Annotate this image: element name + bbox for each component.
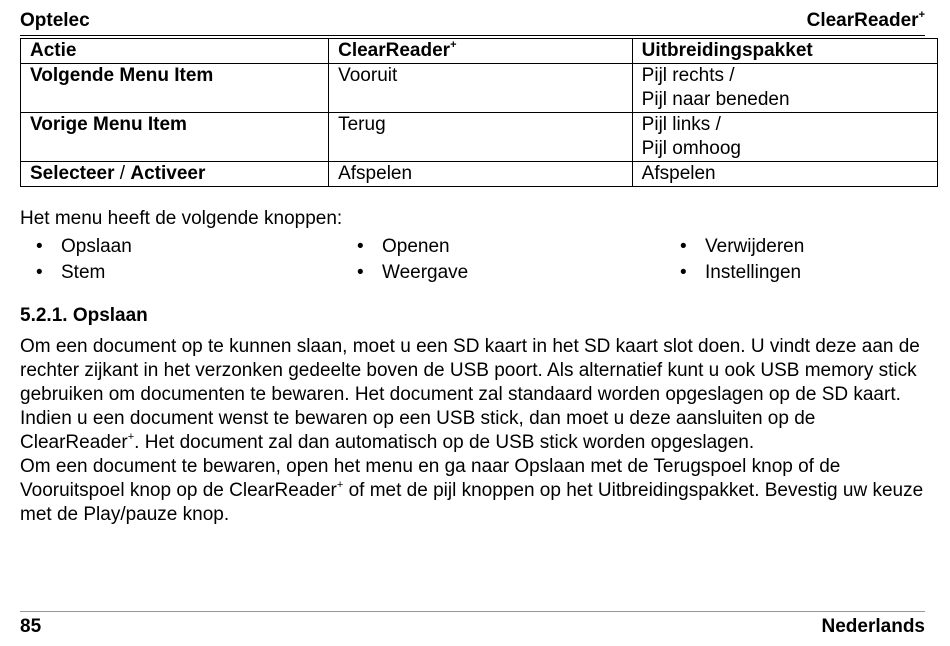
button-list-column [20,234,132,286]
paragraph [20,335,925,455]
bullet-icon: • [36,262,43,283]
table-cell-action-part: Selecteer [30,163,115,184]
table-cell-pack [632,64,937,113]
button-list-column [664,234,804,286]
paragraph-text: Om een document op te kunnen slaan, moet u een SD kaart in het SD kaart slot doen. U vindt deze aan de rechter zijkant in het verzonken gedeelte boven de USB poort. Als alternatief kunt u ook USB memory stick gebruiken om documenten te bewaren. Het document zal standaard worden opgeslagen op de SD kaart. Indien u een document wenst te bewaren op een USB stick, dan moet u deze aansluiten op de ClearReader [20,336,920,453]
section-body [20,335,925,527]
table-header-pack: Uitbreidingspakket [632,39,937,64]
table-cell-action: Vorige Menu Item [21,113,329,162]
list-item-label: Instellingen [705,262,802,283]
section-title: 5.2.1. Opslaan [20,305,148,326]
table-row [21,113,938,162]
table-cell-pack-line: Pijl naar beneden [641,89,790,110]
table-cell-action: Volgende Menu Item [21,64,329,113]
header-divider [20,35,925,36]
bullet-icon: • [680,262,687,283]
list-item-label: Verwijderen [705,236,805,257]
table-cell-clearreader: Terug [329,113,633,162]
table-cell-pack-line: Pijl omhoog [641,138,741,159]
paragraph-text: . Het document zal dan automatisch op de USB stick worden opgeslagen. [134,432,755,453]
paragraph [20,455,925,527]
bullet-icon: • [357,262,364,283]
table-cell-action-separator: / [114,163,131,184]
table-header-clearreader-sup: + [450,38,457,51]
list-item-label: Opslaan [61,236,132,257]
paragraph-sup: + [336,478,344,491]
paragraph-sup: + [127,430,135,443]
table-cell-clearreader: Afspelen [329,162,633,187]
bullet-icon: • [357,236,364,257]
list-item [20,234,132,260]
table-cell-pack-line: Pijl rechts / [641,65,735,86]
list-item [341,260,468,286]
table-header-clearreader-text: ClearReader [338,40,451,61]
list-item [20,260,132,286]
table-cell-pack [632,113,937,162]
header-product [807,10,925,32]
footer-divider [20,611,925,612]
list-item-label: Openen [382,236,450,257]
page-footer [20,616,925,642]
table-cell-action-part: Activeer [130,163,206,184]
paragraph-text: of met de pijl knoppen op het Uitbreidingspakket. Bevestig uw keuze met de Play/pauze knop. [20,480,924,525]
button-list-column [341,234,468,286]
footer-language: Nederlands [821,616,925,637]
header-product-name: ClearReader [806,10,919,31]
list-item [341,234,468,260]
list-item-label: Weergave [382,262,469,283]
table-cell-action [21,162,329,187]
table-cell-clearreader: Vooruit [329,64,633,113]
list-item [664,234,804,260]
menu-intro: Het menu heeft de volgende knoppen: [20,208,343,229]
table-header-row [21,39,938,64]
header-brand: Optelec [20,10,90,31]
list-item [664,260,804,286]
list-item-label: Stem [61,262,106,283]
table-cell-pack: Afspelen [632,162,937,187]
table-header-clearreader [329,39,633,64]
bullet-icon: • [680,236,687,257]
actions-table [20,38,938,187]
header-product-sup: + [918,8,925,21]
paragraph-text: Om een document te bewaren, open het menu en ga naar Opslaan met de Terugspoel knop of de Vooruitspoel knop op de ClearReader [20,456,841,501]
table-header-action: Actie [21,39,329,64]
table-cell-pack-line: Pijl links / [641,114,721,135]
page-number: 85 [20,616,42,637]
table-row [21,162,938,187]
bullet-icon: • [36,236,43,257]
table-row [21,64,938,113]
page-header [20,10,925,36]
